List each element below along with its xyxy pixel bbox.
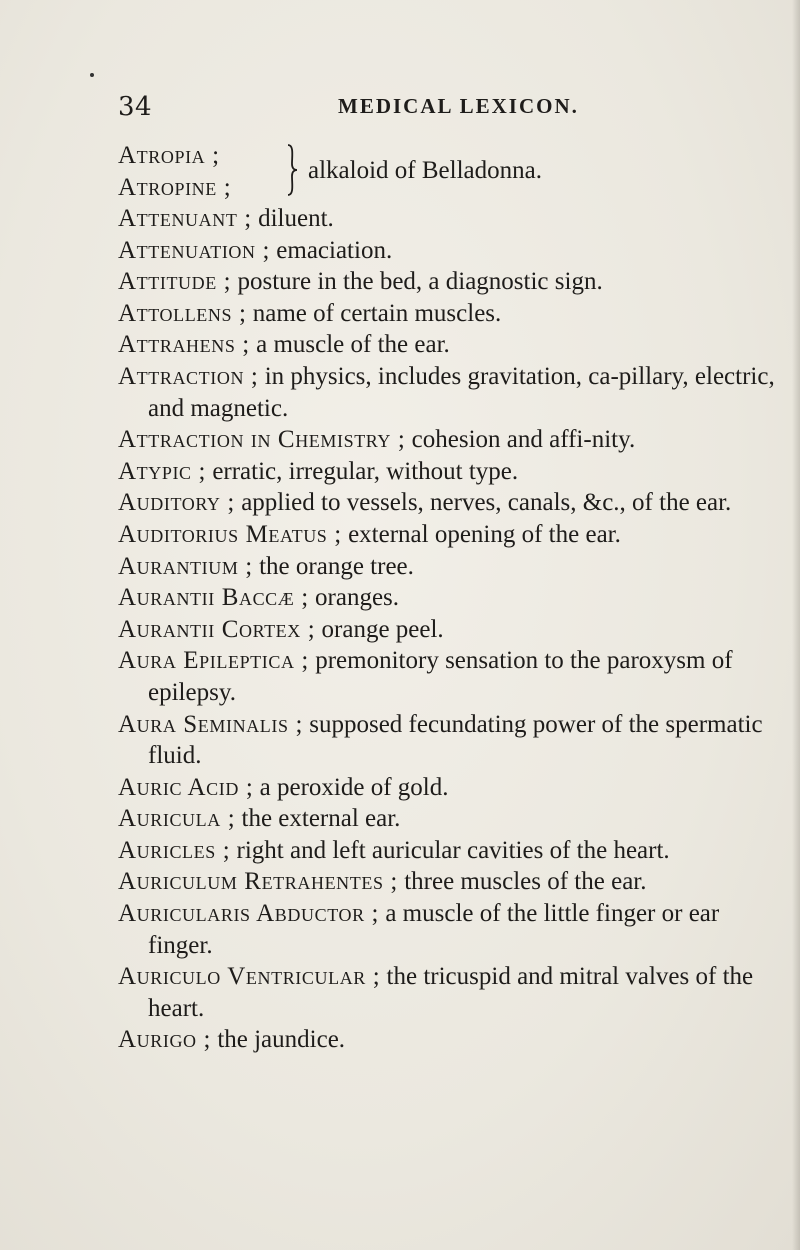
lexicon-entry <box>118 424 790 456</box>
entry-definition: diluent. <box>258 205 334 232</box>
lexicon-entry <box>118 1024 790 1056</box>
lexicon-entry <box>118 772 790 804</box>
entry-definition: name of certain muscles. <box>252 299 502 327</box>
entry-term: Auriculum Retrahentes ; <box>118 868 398 896</box>
running-head: MEDICAL LEXICON. <box>338 94 579 118</box>
lexicon-entry <box>118 645 790 708</box>
lexicon-entry <box>118 203 790 235</box>
entry-definition: a muscle of the little finger or ear finger. <box>148 900 720 959</box>
lexicon-entry <box>118 866 790 898</box>
entry-term: Atropine ; <box>118 173 232 201</box>
entry-term: Auricles ; <box>118 836 231 864</box>
entry-term: Attenuation ; <box>118 236 271 264</box>
page-header <box>118 92 778 126</box>
entry-definition: erratic, irregular, without type. <box>212 457 519 485</box>
lexicon-entry <box>118 803 790 835</box>
entry-term: Auric Acid ; <box>118 773 254 801</box>
entry-definition: the jaundice. <box>217 1026 346 1054</box>
lexicon-entry <box>118 235 790 267</box>
entry-definition: the orange tree. <box>259 552 414 580</box>
entry-term: Atropia ; <box>118 142 220 169</box>
entry-term: Attrahens ; <box>118 331 250 359</box>
entry-term: Atypic ; <box>118 457 207 485</box>
bracket-entry-atropia <box>118 140 790 203</box>
entry-definition: right and left auricular cavities of the heart. <box>236 836 670 864</box>
entry-definition: applied to vessels, nerves, canals, &c., of the ear. <box>241 489 732 517</box>
entry-definition: a peroxide of gold. <box>259 773 449 801</box>
lexicon-entry <box>118 614 790 646</box>
entry-definition: the tricuspid and mitral valves of the heart. <box>148 963 754 1022</box>
lexicon-entry <box>118 298 790 330</box>
lexicon-entry <box>118 961 790 1024</box>
entry-definition: in physics, includes gravitation, ca-pillary, electric, and magnetic. <box>148 362 775 422</box>
lexicon-entry <box>118 456 790 488</box>
entry-term: Attraction in Chemistry ; <box>118 426 406 454</box>
entry-term: Auditory ; <box>118 489 235 517</box>
entry-term: Auriculo Ventricular ; <box>118 963 381 991</box>
lexicon-entries <box>118 140 790 1056</box>
lexicon-entry <box>118 487 790 519</box>
entry-term: Auditorius Meatus ; <box>118 520 342 548</box>
entry-term: Attenuant ; <box>118 205 252 232</box>
entry-definition: premonitory sensation to the paroxysm of epilepsy. <box>148 647 733 706</box>
entry-definition: supposed fecundating power of the spermatic fluid. <box>148 710 763 770</box>
entry-term: Aurantii Baccæ ; <box>118 584 309 612</box>
entry-definition: posture in the bed, a diagnostic sign. <box>237 268 603 296</box>
entry-term: Aura Seminalis ; <box>118 710 303 738</box>
lexicon-entry <box>118 519 790 551</box>
lexicon-entry <box>118 898 790 961</box>
entry-term: Attitude ; <box>118 268 232 296</box>
lexicon-entry <box>118 329 790 361</box>
entry-term: Auricularis Abductor ; <box>118 900 380 928</box>
entry-term: Attraction ; <box>118 362 259 390</box>
entry-term: Aurantium ; <box>118 552 253 580</box>
page-edge-shadow <box>792 0 800 1250</box>
bracket-terms <box>118 140 231 203</box>
entry-term: Aurantii Cortex ; <box>118 615 316 643</box>
page-number: 34 <box>118 92 153 122</box>
entry-definition: alkaloid of Belladonna. <box>308 157 542 184</box>
entry-definition: the external ear. <box>241 805 401 833</box>
entry-definition: three muscles of the ear. <box>404 868 647 896</box>
print-speck <box>90 73 94 77</box>
lexicon-entry <box>118 709 790 772</box>
entry-term: Aura Epileptica ; <box>118 647 309 675</box>
entry-term: Attollens ; <box>118 299 247 327</box>
entry-term: Auricula ; <box>118 805 236 833</box>
lexicon-entry <box>118 266 790 298</box>
entry-definition: cohesion and affi-nity. <box>411 426 636 454</box>
entry-definition: external opening of the ear. <box>348 520 621 548</box>
lexicon-entry <box>118 361 790 424</box>
entry-definition: a muscle of the ear. <box>256 331 450 359</box>
entry-definition: oranges. <box>315 584 400 612</box>
entry-definition: emaciation. <box>276 236 393 264</box>
entry-definition: orange peel. <box>321 615 444 643</box>
lexicon-entry <box>118 835 790 867</box>
lexicon-entry <box>118 551 790 583</box>
entry-term: Aurigo ; <box>118 1026 212 1054</box>
lexicon-entry <box>118 582 790 614</box>
curly-brace-icon <box>286 144 298 196</box>
